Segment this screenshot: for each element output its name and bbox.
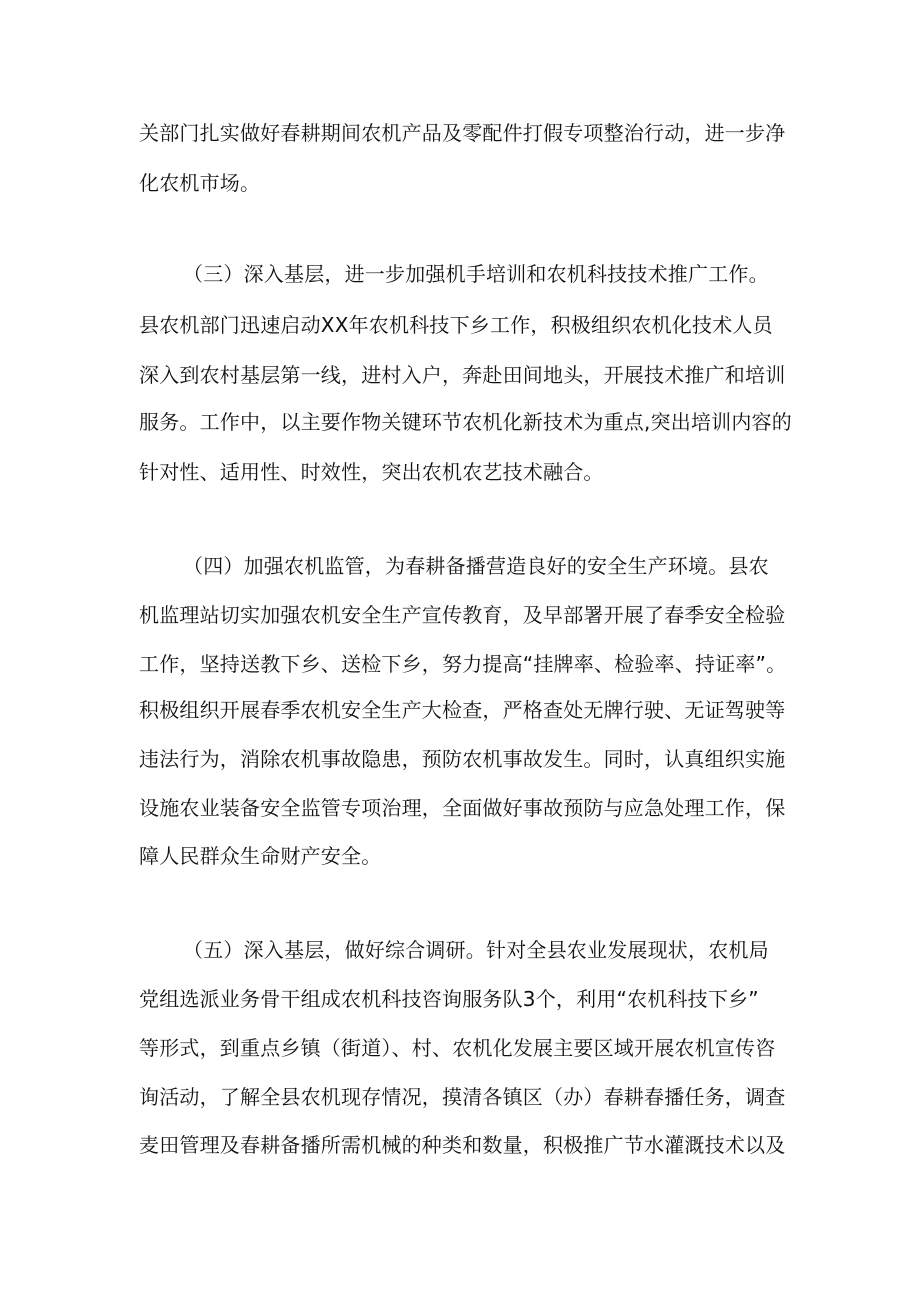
section-heading-5: （五）深入基层，做好综合调研。针对全县农业发展现状，农机局 [183,938,769,962]
text-line: 服务。工作中，以主要作物关键环节农机化新技术为重点,突出培训内容的 [139,410,792,434]
text-line: 询活动，了解全县农机现存情况，摸清各镇区（办）春耕春播任务，调查 [139,1085,786,1109]
text-line: 违法行为，消除农机事故隐患，预防农机事故发生。同时，认真组织实施 [139,747,786,771]
text-line: 工作，坚持送教下乡、送检下乡，努力提高“挂牌率、检验率、持证率”。 [139,652,787,676]
text-line: 等形式，到重点乡镇（街道）、村、农机化发展主要区域开展农机宣传咨 [139,1036,776,1060]
section-heading-4: （四）加强农机监管，为春耕备播营造良好的安全生产环境。县农 [183,554,769,578]
text-line: 党组选派业务骨干组成农机科技咨询服务队3个，利用“农机科技下乡” [139,987,759,1011]
text-line: 麦田管理及春耕备播所需机械的种类和数量，积极推广节水灌溉技术以及 [139,1133,786,1157]
text-line: 设施农业装备安全监管专项治理，全面做好事故预防与应急处理工作，保 [139,796,786,820]
text-line: 深入到农村基层第一线，进村入户，奔赴田间地头，开展技术推广和培训 [139,363,786,387]
text-line: 关部门扎实做好春耕期间农机产品及零配件打假专项整治行动，进一步净 [139,121,786,145]
text-line: 机监理站切实加强农机安全生产宣传教育，及早部署开展了春季安全检验 [139,603,786,627]
text-line: 障人民群众生命财产安全。 [139,844,382,868]
text-line: 县农机部门迅速启动XX年农机科技下乡工作，积极组织农机化技术人员 [139,313,773,337]
text-line: 化农机市场。 [139,171,261,195]
text-line: 针对性、适用性、时效性，突出农机农艺技术融合。 [139,460,604,484]
section-heading-3: （三）深入基层，进一步加强机手培训和农机科技技术推广工作。 [183,262,769,286]
text-line: 积极组织开展春季农机安全生产大检查，严格查处无牌行驶、无证驾驶等 [139,698,786,722]
